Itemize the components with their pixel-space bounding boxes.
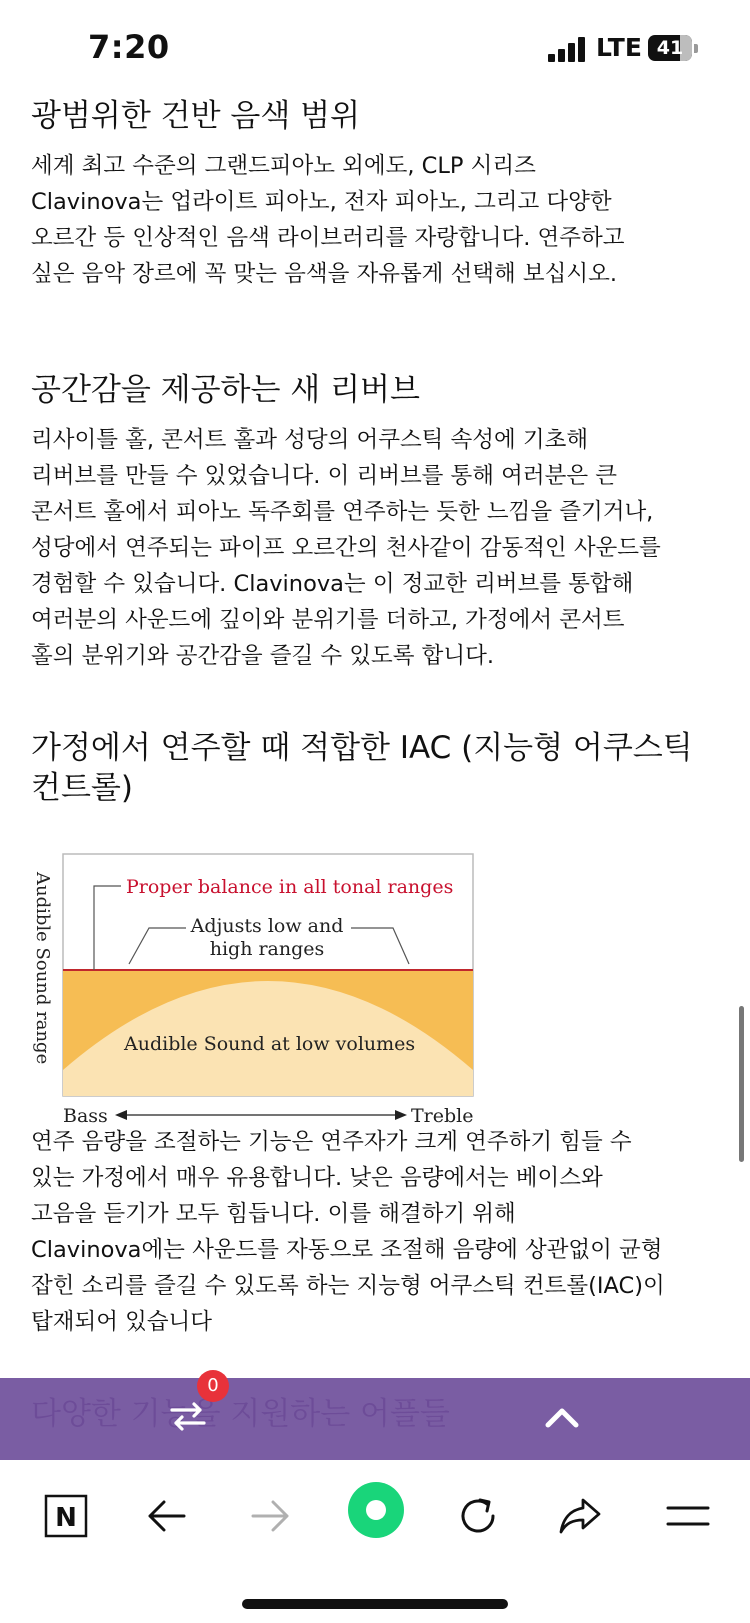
mid-label-line1: Adjusts low and (190, 915, 344, 937)
green-dot-button[interactable] (346, 1480, 406, 1540)
y-axis-label: Audible Sound range (32, 872, 53, 1065)
naver-logo-icon (44, 1494, 88, 1538)
network-type: LTE (596, 33, 642, 62)
swap-arrows-icon (168, 1396, 208, 1436)
notification-badge: 0 (197, 1370, 229, 1402)
signal-icon (548, 36, 590, 62)
section-title-iac: 가정에서 연주할 때 적합한 IAC (지능형 어쿠스틱 컨트롤) (31, 730, 693, 806)
hamburger-icon (666, 1494, 710, 1538)
arrow-back-icon (144, 1494, 188, 1538)
iac-diagram (31, 842, 501, 1132)
section-title-reverb: 공간감을 제공하는 새 리버브 (31, 372, 420, 408)
switch-button[interactable] (168, 1396, 208, 1436)
section-body-reverb: 리사이틀 홀, 콘서트 홀과 성당의 어쿠스틱 속성에 기초해 리버브를 만들 수 있었습니다. 이 리버브를 통해 여러분은 큰 콘서트 홀에서 피아노 독주회를 연주하는 듯한 느낌을 즐기거나, 성당에서 연주되는 파이프 오르간의 천사같이 감동적인 사운드를 경험할 수 있습니다. Clavinova는 이 정교한 리버브를 통합해 여러분의 사운드에 깊이와 분위기를 더하고, 가정에서 콘서트 홀의 분위기와 공간감을 즐길 수 있도록 합니다. (31, 427, 661, 669)
reload-icon (456, 1494, 500, 1538)
x-right-label: Treble (411, 1105, 474, 1127)
green-dot-icon (346, 1480, 406, 1540)
share-icon (557, 1494, 605, 1538)
naver-home-button[interactable] (38, 1488, 94, 1544)
back-button[interactable] (138, 1488, 194, 1544)
x-left-label: Bass (63, 1105, 108, 1127)
battery-tip (694, 44, 698, 53)
arrow-forward-icon (249, 1494, 293, 1538)
chevron-up-icon (542, 1398, 582, 1438)
forward-button[interactable] (243, 1488, 299, 1544)
status-time: 7:20 (88, 28, 170, 66)
top-label: Proper balance in all tonal ranges (126, 876, 454, 898)
status-bar (0, 0, 750, 90)
home-indicator[interactable] (242, 1599, 508, 1609)
mid-label-line2: high ranges (209, 938, 325, 960)
section-body-voices: 세계 최고 수준의 그랜드피아노 외에도, CLP 시리즈 Clavinova는 업라이트 피아노, 전자 피아노, 그리고 다양한 오르간 등 인상적인 음색 라이브러리를 자랑합니다. 연주하고 싶은 음악 장르에 꼭 맞는 음색을 자유롭게 선택해 보십시오. (31, 153, 625, 287)
arrow-right-icon (395, 1110, 407, 1120)
reload-button[interactable] (450, 1488, 506, 1544)
share-button[interactable] (553, 1488, 609, 1544)
floating-action-bar (0, 1378, 750, 1460)
svg-text:N: N (55, 1503, 77, 1533)
scroll-to-top-button[interactable] (542, 1398, 582, 1438)
arrow-left-icon (115, 1110, 127, 1120)
menu-button[interactable] (660, 1488, 716, 1544)
area-label: Audible Sound at low volumes (124, 1033, 416, 1055)
section-body-iac: 연주 음량을 조절하는 기능은 연주자가 크게 연주하기 힘들 수 있는 가정에서 매우 유용합니다. 낮은 음량에서는 베이스와 고음을 듣기가 모두 힘듭니다. 이를 해결하기 위해 Clavinova에는 사운드를 자동으로 조절해 음량에 상관없이 균형 잡힌 소리를 즐길 수 있도록 하는 지능형 어쿠스틱 컨트롤(IAC)이 탑재되어 있습니다 (31, 1129, 665, 1335)
battery-icon (648, 35, 692, 61)
scrollbar[interactable] (739, 1006, 744, 1162)
section-title-voices: 광범위한 건반 음색 범위 (31, 98, 361, 134)
battery-level: 41 (656, 37, 684, 59)
